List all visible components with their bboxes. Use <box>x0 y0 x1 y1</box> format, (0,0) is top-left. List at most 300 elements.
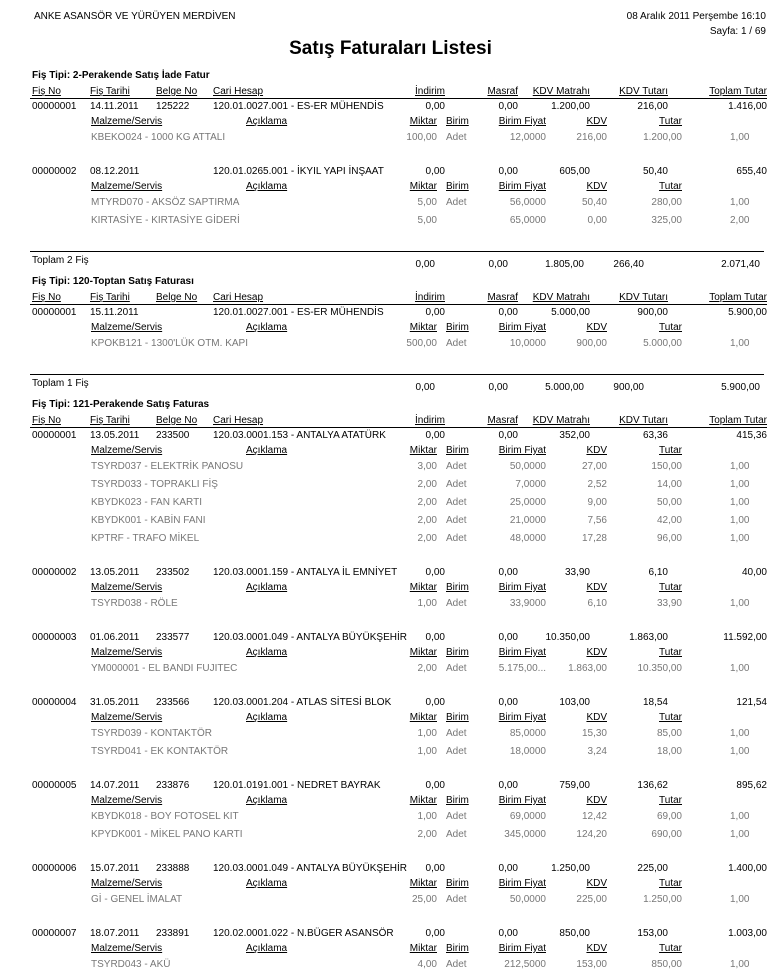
invoice-kdv: 50,40 <box>642 166 668 177</box>
item-header-aciklama: Açıklama <box>246 582 288 593</box>
invoice-cari: 120.03.0001.049 - ANTALYA BÜYÜKŞEHİR <box>213 863 407 874</box>
invoice-kdv: 225,00 <box>637 863 668 874</box>
column-header-indirim: İndirim <box>414 415 445 426</box>
item-extra: 1,00 <box>730 132 750 143</box>
invoice-cari: 120.03.0001.204 - ATLAS SİTESİ BLOK <box>213 697 392 708</box>
item-kdv: 17,28 <box>581 533 607 544</box>
item-header-tutar: Tutar <box>659 116 682 127</box>
invoice-indirim: 0,00 <box>425 780 445 791</box>
invoice-indirim: 0,00 <box>425 101 445 112</box>
item-kdv: 3,24 <box>587 746 607 757</box>
item-tutar: 96,00 <box>656 533 682 544</box>
item-header-birim-fiyat: Birim Fiyat <box>498 322 546 333</box>
invoice-kdv: 6,10 <box>648 567 668 578</box>
item-kdv: 6,10 <box>587 598 607 609</box>
item-tutar: 85,00 <box>656 728 682 739</box>
item-tutar: 280,00 <box>651 197 682 208</box>
invoice-toplam: 1.003,00 <box>728 928 767 939</box>
item-kdv: 900,00 <box>576 338 607 349</box>
item-tutar: 50,00 <box>656 497 682 508</box>
item-header-tutar: Tutar <box>659 878 682 889</box>
item-header-miktar: Miktar <box>409 878 437 889</box>
item-header-birim: Birim <box>446 582 469 593</box>
column-header-fis-tarihi: Fiş Tarihi <box>90 292 130 303</box>
item-header-birim: Birim <box>446 116 469 127</box>
item-malzeme: TSYRD037 - ELEKTRİK PANOSU <box>91 461 244 472</box>
invoice-cari: 120.01.0027.001 - ES-ER MÜHENDİS <box>213 307 384 318</box>
column-header-fis-no: Fiş No <box>32 292 61 303</box>
column-header-kdv-matrahi: KDV Matrahı <box>532 292 590 303</box>
item-kdv: 7,56 <box>587 515 607 526</box>
item-kdv: 12,42 <box>581 811 607 822</box>
item-header-birim: Birim <box>446 322 469 333</box>
item-header-birim-fiyat: Birim Fiyat <box>498 878 546 889</box>
item-birim: Adet <box>446 663 467 674</box>
item-fiyat: 65,0000 <box>509 215 546 226</box>
invoice-cari: 120.03.0001.159 - ANTALYA İL EMNİYET <box>213 567 398 578</box>
column-header-indirim: İndirim <box>414 292 445 303</box>
invoice-date: 15.07.2011 <box>90 863 140 874</box>
item-tutar: 42,00 <box>656 515 682 526</box>
item-birim: Adet <box>446 746 467 757</box>
column-header-fis-no: Fiş No <box>32 415 61 426</box>
invoice-toplam: 1.416,00 <box>728 101 767 112</box>
column-header-masraf: Masraf <box>487 415 518 426</box>
invoice-no: 00000007 <box>32 928 77 939</box>
item-birim: Adet <box>446 728 467 739</box>
item-kdv: 15,30 <box>581 728 607 739</box>
invoice-kdv: 216,00 <box>637 101 668 112</box>
item-malzeme: MTYRD070 - AKSÖZ SAPTIRMA <box>91 197 240 208</box>
group-total-masraf: 0,00 <box>488 382 508 393</box>
item-extra: 1,00 <box>730 533 750 544</box>
header-underline <box>30 304 767 305</box>
invoice-matrah: 103,00 <box>559 697 590 708</box>
invoice-belge: 233876 <box>156 780 190 791</box>
invoice-toplam: 655,40 <box>736 166 767 177</box>
item-header-birim: Birim <box>446 181 469 192</box>
invoice-date: 18.07.2011 <box>90 928 140 939</box>
invoice-matrah: 1.250,00 <box>551 863 590 874</box>
item-tutar: 5.000,00 <box>643 338 682 349</box>
invoice-indirim: 0,00 <box>425 863 445 874</box>
item-header-aciklama: Açıklama <box>246 712 288 723</box>
item-miktar: 100,00 <box>406 132 437 143</box>
item-extra: 1,00 <box>730 598 750 609</box>
item-malzeme: KBYDK023 - FAN KARTI <box>91 497 202 508</box>
item-header-aciklama: Açıklama <box>246 322 288 333</box>
invoice-date: 14.07.2011 <box>90 780 140 791</box>
item-fiyat: 10,0000 <box>509 338 546 349</box>
item-header-miktar: Miktar <box>409 795 437 806</box>
item-kdv: 50,40 <box>581 197 607 208</box>
invoice-matrah: 5.000,00 <box>551 307 590 318</box>
item-malzeme: KPYDK001 - MİKEL PANO KARTI <box>91 829 243 840</box>
item-malzeme: Gİ - GENEL İMALAT <box>91 894 183 905</box>
item-header-kdv: KDV <box>586 878 607 889</box>
item-header-tutar: Tutar <box>659 943 682 954</box>
item-kdv: 27,00 <box>581 461 607 472</box>
invoice-matrah: 10.350,00 <box>545 632 590 643</box>
invoice-indirim: 0,00 <box>425 632 445 643</box>
item-header-birim: Birim <box>446 712 469 723</box>
item-header-malzeme: Malzeme/Servis <box>91 582 163 593</box>
invoice-indirim: 0,00 <box>425 430 445 441</box>
invoice-toplam: 415,36 <box>736 430 767 441</box>
item-miktar: 500,00 <box>406 338 437 349</box>
invoice-indirim: 0,00 <box>425 567 445 578</box>
item-birim: Adet <box>446 829 467 840</box>
item-kdv: 153,00 <box>576 959 607 970</box>
item-header-miktar: Miktar <box>409 712 437 723</box>
invoice-date: 31.05.2011 <box>90 697 140 708</box>
item-header-tutar: Tutar <box>659 181 682 192</box>
item-header-miktar: Miktar <box>409 181 437 192</box>
column-header-belge-no: Belge No <box>156 292 198 303</box>
item-malzeme: TSYRD039 - KONTAKTÖR <box>91 728 212 739</box>
item-tutar: 69,00 <box>656 811 682 822</box>
item-fiyat: 212,5000 <box>504 959 546 970</box>
invoice-kdv: 153,00 <box>637 928 668 939</box>
invoice-belge: 233891 <box>156 928 190 939</box>
item-extra: 1,00 <box>730 338 750 349</box>
invoice-masraf: 0,00 <box>498 928 518 939</box>
group-total-masraf: 0,00 <box>488 259 508 270</box>
item-miktar: 1,00 <box>417 728 437 739</box>
item-malzeme: TSYRD033 - TOPRAKLI FİŞ <box>91 479 218 490</box>
item-tutar: 1.200,00 <box>643 132 682 143</box>
item-malzeme: YM000001 - EL BANDI FUJITEC <box>91 663 238 674</box>
group-total-kdv: 266,40 <box>613 259 644 270</box>
item-header-aciklama: Açıklama <box>246 647 288 658</box>
item-malzeme: KPOKB121 - 1300'LÜK OTM. KAPI <box>91 338 248 349</box>
item-extra: 1,00 <box>730 746 750 757</box>
invoice-date: 15.11.2011 <box>90 307 139 318</box>
item-header-malzeme: Malzeme/Servis <box>91 116 163 127</box>
column-header-toplam-tutar: Toplam Tutar <box>709 415 767 426</box>
item-header-malzeme: Malzeme/Servis <box>91 795 163 806</box>
invoice-indirim: 0,00 <box>425 928 445 939</box>
item-header-tutar: Tutar <box>659 322 682 333</box>
item-header-tutar: Tutar <box>659 712 682 723</box>
column-header-kdv-matrahi: KDV Matrahı <box>532 86 590 97</box>
column-header-belge-no: Belge No <box>156 415 198 426</box>
column-header-kdv-tutari: KDV Tutarı <box>619 292 668 303</box>
group-title: Fiş Tipi: 2-Perakende Satış İade Fatur <box>32 70 210 81</box>
item-header-tutar: Tutar <box>659 647 682 658</box>
group-title: Fiş Tipi: 121-Perakende Satış Faturas <box>32 399 210 410</box>
item-malzeme: TSYRD038 - RÖLE <box>91 598 178 609</box>
item-extra: 1,00 <box>730 197 750 208</box>
group-title: Fiş Tipi: 120-Toptan Satış Faturası <box>32 276 194 287</box>
column-header-toplam-tutar: Toplam Tutar <box>709 86 767 97</box>
column-header-fis-tarihi: Fiş Tarihi <box>90 86 130 97</box>
invoice-indirim: 0,00 <box>425 307 445 318</box>
item-header-kdv: KDV <box>586 322 607 333</box>
invoice-masraf: 0,00 <box>498 166 518 177</box>
invoice-cari: 120.03.0001.049 - ANTALYA BÜYÜKŞEHİR <box>213 632 407 643</box>
column-header-toplam-tutar: Toplam Tutar <box>709 292 767 303</box>
item-header-malzeme: Malzeme/Servis <box>91 445 163 456</box>
column-header-cari-hesap: Cari Hesap <box>213 86 264 97</box>
item-birim: Adet <box>446 132 467 143</box>
item-fiyat: 69,0000 <box>509 811 546 822</box>
invoice-no: 00000001 <box>32 430 77 441</box>
invoice-matrah: 352,00 <box>559 430 590 441</box>
item-malzeme: KIRTASİYE - KIRTASİYE GİDERİ <box>91 215 240 226</box>
item-malzeme: KBYDK001 - KABİN FANI <box>91 515 206 526</box>
item-malzeme: KBYDK018 - BOY FOTOSEL KIT <box>91 811 239 822</box>
invoice-date: 01.06.2011 <box>90 632 140 643</box>
item-birim: Adet <box>446 811 467 822</box>
group-total-toplam: 5.900,00 <box>721 382 760 393</box>
invoice-toplam: 1.400,00 <box>728 863 767 874</box>
page-number: Sayfa: 1 / 69 <box>709 26 766 37</box>
item-header-aciklama: Açıklama <box>246 878 288 889</box>
invoice-date: 08.12.2011 <box>90 166 140 177</box>
report-date: 08 Aralık 2011 Perşembe 16:10 <box>626 11 766 22</box>
item-header-kdv: KDV <box>586 116 607 127</box>
invoice-toplam: 121,54 <box>736 697 767 708</box>
invoice-toplam: 40,00 <box>741 567 767 578</box>
item-fiyat: 5.175,00... <box>498 663 546 674</box>
item-extra: 1,00 <box>730 497 750 508</box>
item-header-aciklama: Açıklama <box>246 795 288 806</box>
item-miktar: 5,00 <box>417 215 437 226</box>
item-header-birim-fiyat: Birim Fiyat <box>498 582 546 593</box>
invoice-kdv: 63,36 <box>642 430 668 441</box>
item-header-aciklama: Açıklama <box>246 181 288 192</box>
group-total-label: Toplam 2 Fiş <box>32 255 89 266</box>
item-extra: 1,00 <box>730 461 750 472</box>
item-extra: 1,00 <box>730 811 750 822</box>
invoice-no: 00000004 <box>32 697 77 708</box>
item-fiyat: 7,0000 <box>515 479 546 490</box>
item-extra: 1,00 <box>730 479 750 490</box>
column-header-indirim: İndirim <box>414 86 445 97</box>
item-birim: Adet <box>446 461 467 472</box>
item-header-birim: Birim <box>446 795 469 806</box>
item-birim: Adet <box>446 338 467 349</box>
item-header-miktar: Miktar <box>409 445 437 456</box>
item-header-malzeme: Malzeme/Servis <box>91 712 163 723</box>
group-total-toplam: 2.071,40 <box>721 259 760 270</box>
item-fiyat: 56,0000 <box>509 197 546 208</box>
item-tutar: 690,00 <box>651 829 682 840</box>
item-birim: Adet <box>446 515 467 526</box>
item-miktar: 2,00 <box>417 497 437 508</box>
item-miktar: 3,00 <box>417 461 437 472</box>
item-header-kdv: KDV <box>586 582 607 593</box>
group-total-kdv: 900,00 <box>613 382 644 393</box>
item-malzeme: KPTRF - TRAFO MİKEL <box>91 533 200 544</box>
invoice-matrah: 1.200,00 <box>551 101 590 112</box>
invoice-no: 00000002 <box>32 567 77 578</box>
column-header-masraf: Masraf <box>487 86 518 97</box>
item-birim: Adet <box>446 533 467 544</box>
column-header-fis-tarihi: Fiş Tarihi <box>90 415 130 426</box>
invoice-masraf: 0,00 <box>498 101 518 112</box>
invoice-indirim: 0,00 <box>425 697 445 708</box>
invoice-belge: 233500 <box>156 430 190 441</box>
invoice-masraf: 0,00 <box>498 632 518 643</box>
item-tutar: 1.250,00 <box>643 894 682 905</box>
item-header-miktar: Miktar <box>409 582 437 593</box>
column-header-fis-no: Fiş No <box>32 86 61 97</box>
invoice-cari: 120.01.0265.001 - İKYIL YAPI İNŞAAT <box>213 166 384 177</box>
item-fiyat: 48,0000 <box>509 533 546 544</box>
item-header-birim: Birim <box>446 943 469 954</box>
item-malzeme: TSYRD043 - AKÜ <box>91 959 171 970</box>
item-header-birim: Birim <box>446 647 469 658</box>
invoice-cari: 120.01.0027.001 - ES-ER MÜHENDİS <box>213 101 384 112</box>
invoice-no: 00000005 <box>32 780 77 791</box>
invoice-belge: 125222 <box>156 101 190 112</box>
invoice-belge: 233577 <box>156 632 190 643</box>
item-extra: 1,00 <box>730 728 750 739</box>
invoice-kdv: 136,62 <box>637 780 668 791</box>
total-divider <box>30 251 764 252</box>
item-fiyat: 33,9000 <box>509 598 546 609</box>
item-tutar: 150,00 <box>651 461 682 472</box>
item-header-tutar: Tutar <box>659 445 682 456</box>
item-fiyat: 18,0000 <box>509 746 546 757</box>
invoice-toplam: 895,62 <box>736 780 767 791</box>
item-kdv: 124,20 <box>576 829 607 840</box>
invoice-cari: 120.01.0191.001 - NEDRET BAYRAK <box>213 780 381 791</box>
item-miktar: 1,00 <box>417 746 437 757</box>
item-fiyat: 12,0000 <box>509 132 546 143</box>
item-extra: 1,00 <box>730 959 750 970</box>
item-miktar: 2,00 <box>417 829 437 840</box>
column-header-cari-hesap: Cari Hesap <box>213 292 264 303</box>
item-tutar: 18,00 <box>656 746 682 757</box>
invoice-masraf: 0,00 <box>498 780 518 791</box>
column-header-kdv-tutari: KDV Tutarı <box>619 415 668 426</box>
item-fiyat: 50,0000 <box>509 894 546 905</box>
item-birim: Adet <box>446 894 467 905</box>
column-header-belge-no: Belge No <box>156 86 198 97</box>
column-header-kdv-tutari: KDV Tutarı <box>619 86 668 97</box>
item-fiyat: 345,0000 <box>504 829 546 840</box>
invoice-cari: 120.02.0001.022 - N.BÜGER ASANSÖR <box>213 928 394 939</box>
item-malzeme: KBEKO024 - 1000 KG ATTALI <box>91 132 226 143</box>
item-header-aciklama: Açıklama <box>246 445 288 456</box>
item-miktar: 1,00 <box>417 811 437 822</box>
item-header-miktar: Miktar <box>409 116 437 127</box>
invoice-toplam: 5.900,00 <box>728 307 767 318</box>
invoice-masraf: 0,00 <box>498 430 518 441</box>
item-header-miktar: Miktar <box>409 647 437 658</box>
invoice-toplam: 11.592,00 <box>723 632 767 643</box>
item-kdv: 216,00 <box>576 132 607 143</box>
item-kdv: 2,52 <box>587 479 607 490</box>
invoice-date: 13.05.2011 <box>90 430 140 441</box>
item-header-malzeme: Malzeme/Servis <box>91 322 163 333</box>
item-birim: Adet <box>446 479 467 490</box>
item-tutar: 10.350,00 <box>637 663 682 674</box>
report-title: Satış Faturaları Listesi <box>289 38 492 59</box>
invoice-belge: 233888 <box>156 863 190 874</box>
item-tutar: 33,90 <box>656 598 682 609</box>
group-total-label: Toplam 1 Fiş <box>32 378 89 389</box>
header-underline <box>30 98 767 99</box>
item-extra: 2,00 <box>730 215 750 226</box>
invoice-kdv: 1.863,00 <box>629 632 668 643</box>
item-header-birim-fiyat: Birim Fiyat <box>498 116 546 127</box>
invoice-kdv: 18,54 <box>642 697 668 708</box>
item-header-aciklama: Açıklama <box>246 943 288 954</box>
invoice-indirim: 0,00 <box>425 166 445 177</box>
item-tutar: 850,00 <box>651 959 682 970</box>
item-header-kdv: KDV <box>586 712 607 723</box>
invoice-date: 13.05.2011 <box>90 567 140 578</box>
group-total-matrah: 1.805,00 <box>545 259 584 270</box>
item-tutar: 325,00 <box>651 215 682 226</box>
invoice-belge: 233566 <box>156 697 190 708</box>
invoice-no: 00000002 <box>32 166 77 177</box>
item-miktar: 2,00 <box>417 479 437 490</box>
invoice-masraf: 0,00 <box>498 567 518 578</box>
item-kdv: 0,00 <box>587 215 607 226</box>
header-underline <box>30 427 767 428</box>
item-header-miktar: Miktar <box>409 943 437 954</box>
item-header-tutar: Tutar <box>659 582 682 593</box>
item-header-kdv: KDV <box>586 445 607 456</box>
invoice-matrah: 850,00 <box>559 928 590 939</box>
item-header-birim: Birim <box>446 878 469 889</box>
invoice-matrah: 33,90 <box>564 567 590 578</box>
group-total-indirim: 0,00 <box>415 259 435 270</box>
item-fiyat: 25,0000 <box>509 497 546 508</box>
item-header-kdv: KDV <box>586 181 607 192</box>
column-header-cari-hesap: Cari Hesap <box>213 415 264 426</box>
item-extra: 1,00 <box>730 663 750 674</box>
item-header-birim-fiyat: Birim Fiyat <box>498 943 546 954</box>
invoice-no: 00000006 <box>32 863 77 874</box>
item-header-kdv: KDV <box>586 795 607 806</box>
invoice-masraf: 0,00 <box>498 697 518 708</box>
invoice-belge: 233502 <box>156 567 190 578</box>
item-kdv: 9,00 <box>587 497 607 508</box>
item-header-malzeme: Malzeme/Servis <box>91 943 163 954</box>
item-header-malzeme: Malzeme/Servis <box>91 878 163 889</box>
item-extra: 1,00 <box>730 894 750 905</box>
column-header-masraf: Masraf <box>487 292 518 303</box>
company-name: ANKE ASANSÖR VE YÜRÜYEN MERDİVEN <box>34 11 236 22</box>
item-header-birim: Birim <box>446 445 469 456</box>
invoice-matrah: 759,00 <box>559 780 590 791</box>
item-header-kdv: KDV <box>586 647 607 658</box>
item-miktar: 2,00 <box>417 533 437 544</box>
invoice-masraf: 0,00 <box>498 863 518 874</box>
invoice-no: 00000001 <box>32 307 77 318</box>
item-miktar: 2,00 <box>417 663 437 674</box>
item-birim: Adet <box>446 959 467 970</box>
item-miktar: 1,00 <box>417 598 437 609</box>
item-tutar: 14,00 <box>656 479 682 490</box>
group-total-indirim: 0,00 <box>415 382 435 393</box>
item-kdv: 1.863,00 <box>568 663 607 674</box>
item-birim: Adet <box>446 497 467 508</box>
item-miktar: 4,00 <box>417 959 437 970</box>
item-header-malzeme: Malzeme/Servis <box>91 647 163 658</box>
invoice-no: 00000003 <box>32 632 77 643</box>
item-miktar: 2,00 <box>417 515 437 526</box>
invoice-no: 00000001 <box>32 101 77 112</box>
invoice-masraf: 0,00 <box>498 307 518 318</box>
item-header-tutar: Tutar <box>659 795 682 806</box>
